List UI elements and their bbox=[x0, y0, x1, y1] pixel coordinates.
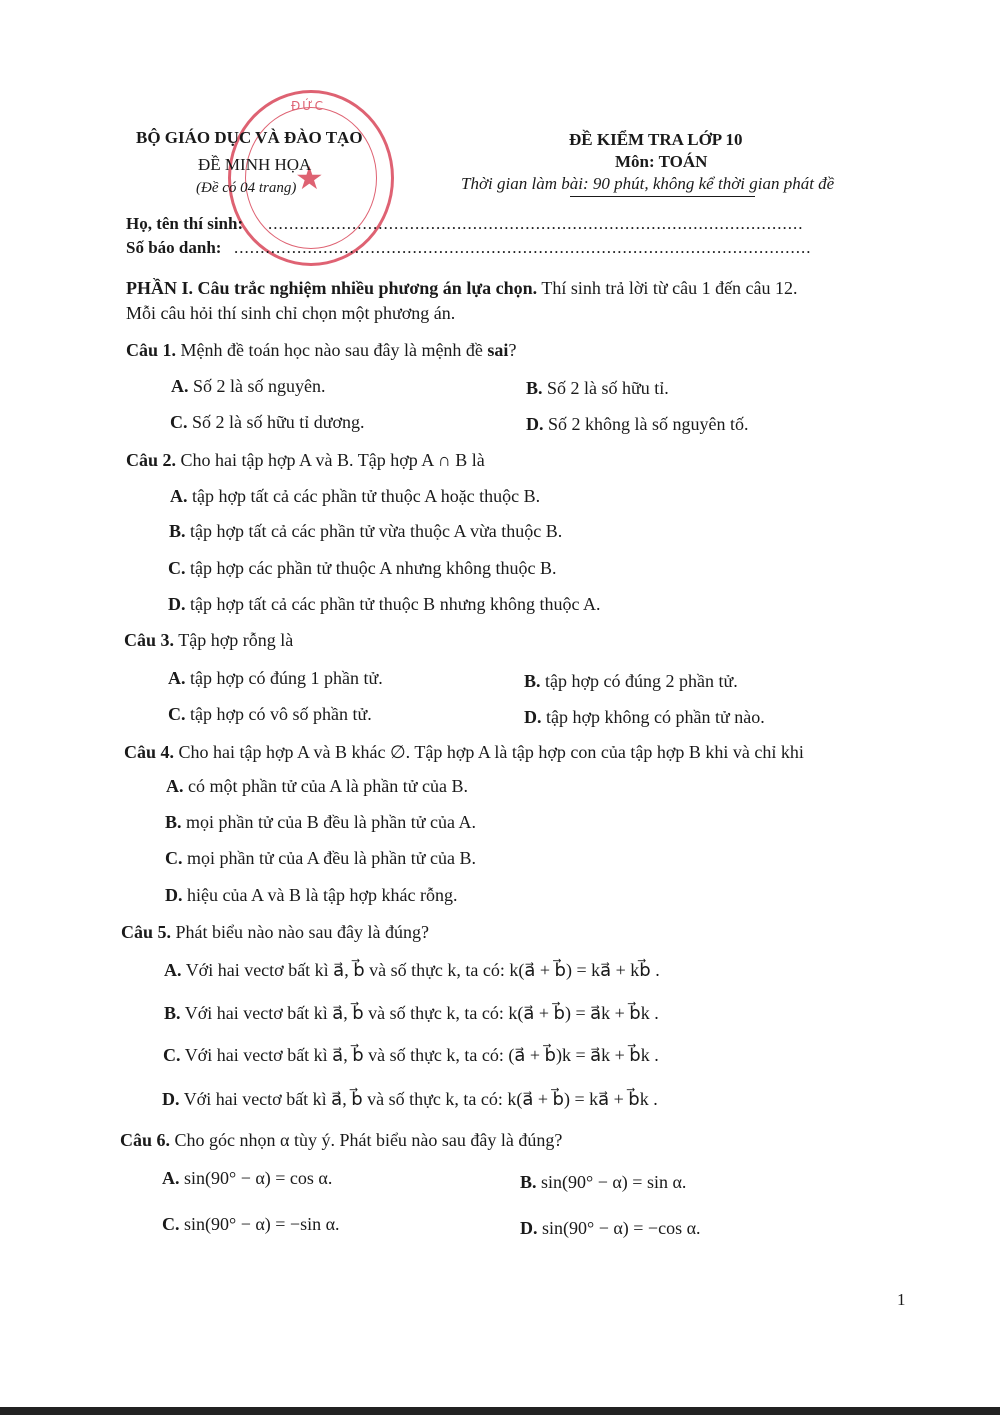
option-label: A. bbox=[171, 376, 189, 396]
option-text: Với hai vectơ bất kì a⃗, b⃗ và số thực k, ta có: k(a⃗ + b⃗) = ka⃗ + kb⃗ . bbox=[185, 960, 660, 980]
question-label: Câu 1. bbox=[126, 340, 177, 360]
option-text: hiệu của A và B là tập hợp khác rỗng. bbox=[187, 885, 458, 905]
question-2 bbox=[126, 450, 485, 471]
q1-option-c bbox=[170, 412, 365, 433]
option-label: A. bbox=[170, 486, 188, 506]
option-text: sin(90° − α) = cos α. bbox=[184, 1168, 333, 1188]
option-label: C. bbox=[163, 1045, 181, 1065]
option-text: Với hai vectơ bất kì a⃗, b⃗ và số thực k, ta có: k(a⃗ + b⃗) = a⃗k + b⃗k . bbox=[184, 1003, 659, 1023]
option-text: Số 2 là số hữu tỉ. bbox=[547, 378, 669, 398]
option-label: D. bbox=[520, 1218, 538, 1238]
q3-option-a bbox=[168, 668, 383, 689]
option-text: tập hợp tất cả các phần tử vừa thuộc A vừa thuộc B. bbox=[190, 521, 563, 541]
q5-option-d bbox=[162, 1089, 658, 1110]
q4-option-a bbox=[166, 776, 468, 797]
q6-option-c bbox=[162, 1214, 340, 1235]
option-label: C. bbox=[170, 412, 188, 432]
option-label: C. bbox=[168, 558, 186, 578]
option-text: tập hợp tất cả các phần tử thuộc A hoặc thuộc B. bbox=[192, 486, 541, 506]
option-text: sin(90° − α) = sin α. bbox=[541, 1172, 687, 1192]
option-label: B. bbox=[169, 521, 186, 541]
option-label: C. bbox=[168, 704, 186, 724]
option-text: Với hai vectơ bất kì a⃗, b⃗ và số thực k, ta có: k(a⃗ + b⃗) = ka⃗ + b⃗k . bbox=[183, 1089, 658, 1109]
scan-bottom-edge bbox=[0, 1407, 1000, 1415]
option-text: Số 2 là số hữu tỉ dương. bbox=[192, 412, 365, 432]
option-label: C. bbox=[165, 848, 183, 868]
option-text: sin(90° − α) = −cos α. bbox=[542, 1218, 701, 1238]
page-number: 1 bbox=[897, 1290, 906, 1309]
question-label: Câu 6. bbox=[120, 1130, 171, 1150]
question-text: Tập hợp rỗng là bbox=[178, 630, 294, 650]
question-6 bbox=[120, 1130, 562, 1151]
question-text-end: ? bbox=[508, 340, 517, 360]
part1-title: PHẦN I. Câu trắc nghiệm nhiều phương án lựa chọn. bbox=[126, 278, 538, 298]
q2-option-c bbox=[168, 558, 556, 579]
part1-line1 bbox=[126, 278, 798, 299]
doc-type: ĐỀ MINH HỌA bbox=[198, 155, 312, 174]
candidate-name-label: Họ, tên thí sinh: bbox=[126, 214, 244, 233]
question-label: Câu 5. bbox=[121, 922, 172, 942]
candidate-id-dots: .............................................................................................................. bbox=[234, 238, 812, 257]
q2-option-b bbox=[169, 521, 562, 542]
question-text: Cho hai tập hợp A và B. Tập hợp A ∩ B là bbox=[180, 450, 485, 470]
option-label: D. bbox=[162, 1089, 180, 1109]
option-text: mọi phần tử của A đều là phần tử của B. bbox=[187, 848, 476, 868]
option-label: B. bbox=[164, 1003, 181, 1023]
ministry-name: BỘ GIÁO DỤC VÀ ĐÀO TẠO bbox=[136, 128, 363, 147]
option-label: A. bbox=[168, 668, 186, 688]
q6-option-d bbox=[520, 1218, 701, 1239]
q3-option-b bbox=[524, 671, 738, 692]
option-text: Số 2 là số nguyên. bbox=[193, 376, 326, 396]
q1-option-d bbox=[526, 414, 749, 435]
stamp-text: ĐỨC bbox=[291, 99, 325, 113]
q4-option-b bbox=[165, 812, 476, 833]
q3-option-c bbox=[168, 704, 372, 725]
candidate-id-label: Số báo danh: bbox=[126, 238, 222, 257]
q6-option-a bbox=[162, 1168, 332, 1189]
q5-option-a bbox=[164, 960, 660, 981]
option-label: D. bbox=[526, 414, 544, 434]
option-text: tập hợp không có phần tử nào. bbox=[546, 707, 765, 727]
option-label: D. bbox=[524, 707, 542, 727]
question-3 bbox=[124, 630, 293, 651]
q6-option-b bbox=[520, 1172, 686, 1193]
page-count: (Đề có 04 trang) bbox=[196, 180, 297, 196]
question-text: Cho hai tập hợp A và B khác ∅. Tập hợp A là tập hợp con của tập hợp B khi và chỉ khi bbox=[178, 742, 804, 762]
part1-instr1: Thí sinh trả lời từ câu 1 đến câu 12. bbox=[541, 278, 798, 298]
exam-title: ĐỀ KIỂM TRA LỚP 10 bbox=[569, 130, 743, 149]
q4-option-c bbox=[165, 848, 476, 869]
question-label: Câu 2. bbox=[126, 450, 177, 470]
option-label: B. bbox=[520, 1172, 537, 1192]
option-text: mọi phần tử của B đều là phần tử của A. bbox=[186, 812, 476, 832]
option-label: D. bbox=[168, 594, 186, 614]
q2-option-d bbox=[168, 594, 600, 615]
q5-option-c bbox=[163, 1045, 659, 1066]
option-text: tập hợp có vô số phần tử. bbox=[190, 704, 372, 724]
q2-option-a bbox=[170, 486, 540, 507]
q3-option-d bbox=[524, 707, 765, 728]
header-underline bbox=[570, 196, 755, 197]
option-label: B. bbox=[165, 812, 182, 832]
option-text: tập hợp có đúng 2 phần tử. bbox=[545, 671, 738, 691]
option-text: tập hợp các phần tử thuộc A nhưng không thuộc B. bbox=[190, 558, 557, 578]
option-text: sin(90° − α) = −sin α. bbox=[184, 1214, 340, 1234]
option-label: B. bbox=[526, 378, 543, 398]
candidate-name-dots: ...................................................................................................... bbox=[268, 214, 804, 233]
option-label: A. bbox=[166, 776, 184, 796]
question-label: Câu 4. bbox=[124, 742, 175, 762]
question-text: Phát biểu nào nào sau đây là đúng? bbox=[175, 922, 429, 942]
option-label: D. bbox=[165, 885, 183, 905]
option-text: có một phần tử của A là phần tử của B. bbox=[188, 776, 468, 796]
stamp-star-icon: ★ bbox=[295, 160, 324, 196]
question-text: Cho góc nhọn α tùy ý. Phát biểu nào sau đây là đúng? bbox=[174, 1130, 563, 1150]
option-label: B. bbox=[524, 671, 541, 691]
option-label: C. bbox=[162, 1214, 180, 1234]
option-text: tập hợp có đúng 1 phần tử. bbox=[190, 668, 383, 688]
option-label: A. bbox=[164, 960, 182, 980]
q4-option-d bbox=[165, 885, 457, 906]
subject: Môn: TOÁN bbox=[615, 152, 708, 171]
option-label: A. bbox=[162, 1168, 180, 1188]
exam-time: Thời gian làm bài: 90 phút, không kể thời gian phát đề bbox=[461, 174, 835, 193]
question-5 bbox=[121, 922, 429, 943]
question-emphasis: sai bbox=[487, 340, 509, 360]
option-text: tập hợp tất cả các phần tử thuộc B nhưng không thuộc A. bbox=[190, 594, 601, 614]
option-text: Với hai vectơ bất kì a⃗, b⃗ và số thực k, ta có: (a⃗ + b⃗)k = a⃗k + b⃗k . bbox=[184, 1045, 659, 1065]
part1-instr2: Mỗi câu hỏi thí sinh chỉ chọn một phương án. bbox=[126, 303, 456, 323]
question-text: Mệnh đề toán học nào sau đây là mệnh đề bbox=[180, 340, 483, 360]
option-text: Số 2 không là số nguyên tố. bbox=[548, 414, 749, 434]
q5-option-b bbox=[164, 1003, 659, 1024]
question-1 bbox=[126, 340, 516, 361]
question-label: Câu 3. bbox=[124, 630, 175, 650]
q1-option-b bbox=[526, 378, 669, 399]
question-4 bbox=[124, 742, 804, 763]
q1-option-a bbox=[171, 376, 326, 397]
